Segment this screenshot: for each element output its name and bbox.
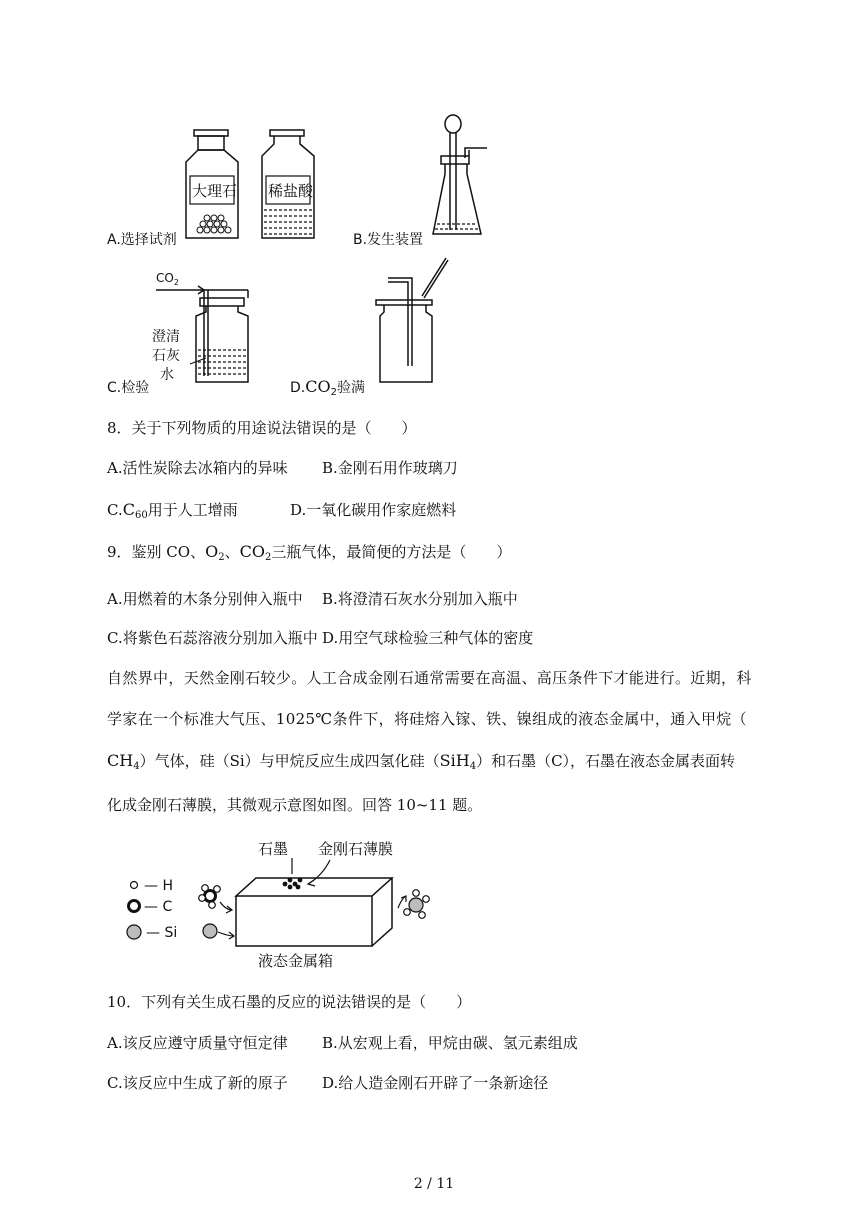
silicon-atom <box>203 924 217 938</box>
diamond-film-label: 金刚石薄膜 <box>318 840 394 858</box>
methane-molecule <box>199 885 221 909</box>
co2-full-test-figure <box>370 250 480 385</box>
q10-stem: 10．下列有关生成石墨的反应的说法错误的是（ ） <box>107 993 472 1011</box>
q8-option-d[interactable]: D.一氧化碳用作家庭燃料 <box>290 501 457 519</box>
passage-line-3: $CH_4$）气体，硅（Si）与甲烷反应生成四氢化硅（SiH$_4$）和石墨（C），石墨在液态金属表面转 <box>107 751 736 772</box>
q7-option-d[interactable]: $D.CO_2$验满 <box>290 377 365 398</box>
legend-si-atom <box>127 925 141 939</box>
box-label: 液态金属箱 <box>258 952 334 970</box>
marble-pieces <box>197 215 231 233</box>
hcl-liquid-lines <box>264 210 312 234</box>
q8-option-c[interactable]: $C.C_{60}$用于人工增雨 <box>107 500 238 521</box>
q7-option-b[interactable]: B.发生装置 <box>353 232 424 248</box>
q8-option-a[interactable]: A.活性炭除去冰箱内的异味 <box>107 459 288 477</box>
sih4-molecule <box>404 890 430 919</box>
liquid-metal-box <box>236 878 392 946</box>
legend-h: — H <box>144 878 173 894</box>
microscopic-diagram <box>120 836 440 976</box>
legend-si: — Si <box>146 925 178 941</box>
q8-stem: 8．关于下列物质的用途说法错误的是（ ） <box>107 419 417 437</box>
co2-label: $CO_2$ <box>156 271 179 287</box>
q10-option-d[interactable]: D.给人造金刚石开辟了一条新途径 <box>322 1074 549 1092</box>
limewater-label-3: 水 <box>160 367 174 383</box>
q9-stem: 9．鉴别 CO、$O_2$、$CO_2$三瓶气体，最简便的方法是（ ） <box>107 542 512 563</box>
passage-line-4: 化成金刚石薄膜，其微观示意图如图。回答 10~11 题。 <box>107 796 483 814</box>
gas-generator-figure <box>425 112 505 247</box>
page-number: 2 / 11 <box>413 1176 455 1192</box>
legend-c: — C <box>144 899 173 915</box>
q9-option-d[interactable]: D.用空气球检验三种气体的密度 <box>322 629 534 647</box>
reagent-bottles-figure <box>180 126 350 246</box>
graphite-label: 石墨 <box>258 840 289 858</box>
q8-option-b[interactable]: B.金刚石用作玻璃刀 <box>322 459 458 477</box>
legend-c-atom <box>129 901 140 912</box>
q10-option-c[interactable]: C.该反应中生成了新的原子 <box>107 1074 288 1092</box>
bottle1-label: 大理石 <box>192 182 238 200</box>
q9-option-c[interactable]: C.将紫色石蕊溶液分别加入瓶中 <box>107 629 318 647</box>
q9-option-a[interactable]: A.用燃着的木条分别伸入瓶中 <box>107 590 303 608</box>
q7-option-a[interactable]: A.选择试剂 <box>107 232 177 248</box>
passage-line-2: 学家在一个标准大气压、1025℃条件下，将硅熔入镓、铁、镍组成的液态金属中，通入甲烷（ <box>107 710 748 728</box>
bottle2-label: 稀盐酸 <box>268 182 314 200</box>
legend-h-atom <box>131 882 138 889</box>
passage-line-1: 自然界中，天然金刚石较少。人工合成金刚石通常需要在高温、高压条件下才能进行。近期，科 <box>107 669 752 687</box>
q7-option-c[interactable]: C.检验 <box>107 380 150 396</box>
graphite-atoms <box>283 878 303 890</box>
q10-option-b[interactable]: B.从宏观上看，甲烷由碳、氢元素组成 <box>322 1034 578 1052</box>
q9-option-b[interactable]: B.将澄清石灰水分别加入瓶中 <box>322 590 518 608</box>
limewater-label-1: 澄清 <box>152 329 180 345</box>
limewater-label-2: 石灰 <box>152 348 180 364</box>
q10-option-a[interactable]: A.该反应遵守质量守恒定律 <box>107 1034 288 1052</box>
